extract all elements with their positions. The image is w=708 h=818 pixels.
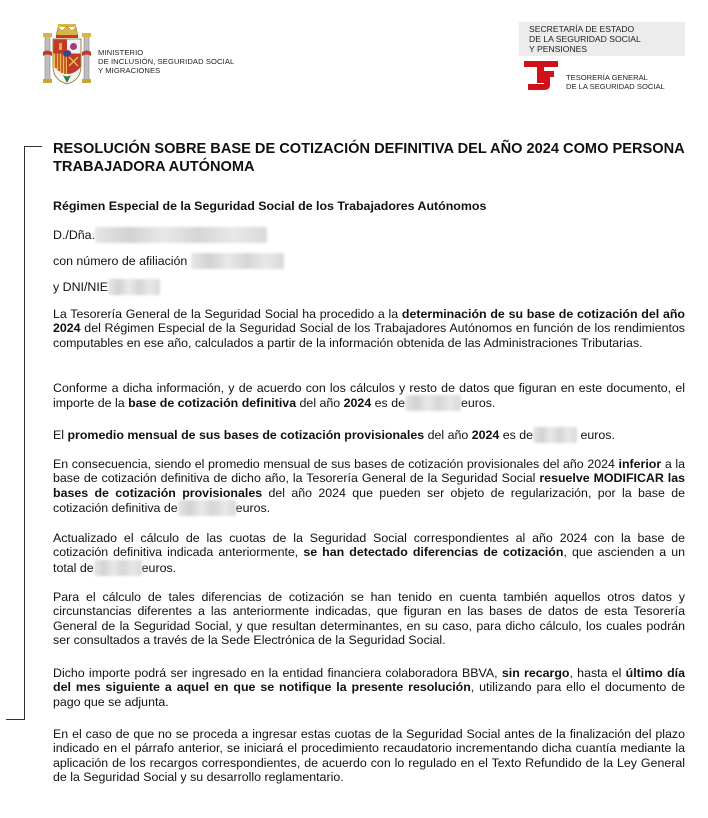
paragraph-differences: Actualizado el cálculo de las cuotas de la Seguridad Social correspondientes al año 2024 con la base de cotización definitiva indicada anteriormente, se han detectado diferencias de cotización, que ascienden a un total de euros. [53, 531, 685, 575]
paragraph-payment: Dicho importe podrá ser ingresado en la entidad financiera colaboradora BBVA, sin recargo, hasta el último día del mes siguiente a aquel en que se notifique la presente resolución, utilizando para ello el documento de pago que se adjunta. [53, 666, 685, 709]
coat-of-arms-icon [42, 22, 92, 88]
secretaria-name: SECRETARÍA DE ESTADO DE LA SEGURIDAD SOCIAL Y PENSIONES [529, 24, 641, 55]
paragraph-surcharge: En el caso de que no se proceda a ingresar estas cuotas de la Seguridad Social antes de la finalización del plazo indicado en el párrafo anterior, se iniciará el procedimiento recaudatorio incrementando dicha cuantía mediante la aplicación de los recargos correspondientes, de acuerdo con lo regulado en el Texto Refundido de la Ley General de la Seguridad Social y su desarrollo reglamentario. [53, 727, 685, 785]
margin-bracket-bottom [6, 719, 25, 720]
tgss-logo-icon [524, 61, 558, 90]
margin-bracket-top [24, 146, 42, 147]
redacted-amount [405, 395, 461, 411]
affiliation-field [53, 253, 284, 269]
dni-label: y DNI/NIE [53, 280, 109, 294]
redacted-dni [108, 279, 160, 295]
paragraph-resolution: En consecuencia, siendo el promedio mensual de sus bases de cotización provisionales del año 2024 inferior a la base de cotización definitiva de dicho año, la Tesorería General de la Seguridad Social resuelve MODIFICAR las bases de cotización provisionales del año 2024 que pueden ser objeto de regularización, por la base de cotización definitiva de euros. [53, 457, 685, 516]
name-field [53, 227, 267, 243]
name-label: D./Dña. [53, 228, 96, 242]
paragraph-definitive-base: Conforme a dicha información, y de acuerdo con los cálculos y resto de datos que figuran en este documento, el importe de la base de cotización definitiva del año 2024 es de euros. [53, 381, 685, 411]
paragraph-calculation: Para el cálculo de tales diferencias de cotización se han tenido en cuenta también aquellos otros datos y circunstancias diferentes a las anteriormente indicadas, que figuran en las bases de datos de esta Tesorería General de la Seguridad Social, y que resultan determinantes, en su caso, para dicho cálculo, los cuales podrán ser consultados a través de la Sede Electrónica de la Seguridad Social. [53, 590, 685, 648]
document-title: RESOLUCIÓN SOBRE BASE DE COTIZACIÓN DEFINITIVA DEL AÑO 2024 COMO PERSONA TRABAJADORA AUTÓNOMA [53, 141, 685, 175]
redacted-amount [533, 427, 577, 443]
redacted-amount [94, 560, 142, 576]
redacted-name [95, 227, 267, 243]
affiliation-label: con número de afiliación [53, 254, 188, 268]
paragraph-average-base: El promedio mensual de sus bases de cotización provisionales del año 2024 es de euros. [53, 428, 615, 442]
margin-bracket-line [24, 146, 25, 719]
tgss-name: TESORERÍA GENERAL DE LA SEGURIDAD SOCIAL [566, 73, 665, 92]
redacted-amount [178, 500, 236, 516]
paragraph-determination: La Tesorería General de la Seguridad Social ha procedido a la determinación de su base de cotización del año 2024 del Régimen Especial de la Seguridad Social de los Trabajadores Autónomos en función de los rendimientos computables en ese año, calculados a partir de la información obtenida de las Administraciones Tributarias. [53, 307, 685, 350]
regime-heading: Régimen Especial de la Seguridad Social de los Trabajadores Autónomos [53, 199, 487, 213]
dni-field [53, 279, 160, 295]
ministry-name: MINISTERIO DE INCLUSIÓN, SEGURIDAD SOCIAL Y MIGRACIONES [98, 48, 235, 75]
redacted-affiliation [191, 253, 284, 269]
